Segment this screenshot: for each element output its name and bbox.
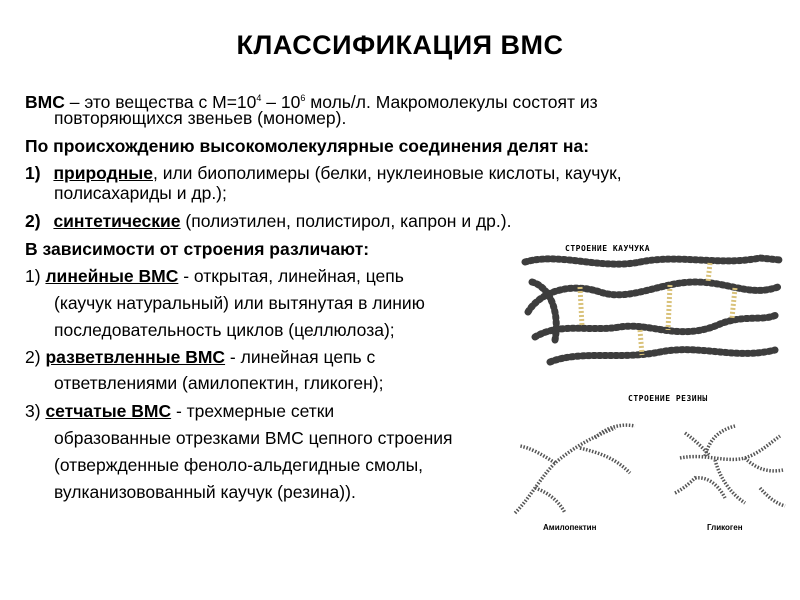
structure-item-1-num: 1)	[25, 266, 46, 286]
structure-item-2-num: 2)	[25, 347, 46, 367]
structure-item-3-line-1: образованные отрезками ВМС цепного строения	[54, 428, 453, 448]
origin-item-1-cont: полисахариды и др.);	[54, 183, 227, 203]
structure-item-2-term: разветвленные ВМС	[45, 347, 226, 367]
intro-term: ВМС	[25, 91, 65, 112]
origin-heading: По происхождению высокомолекулярные соединения делят на:	[25, 136, 590, 156]
intro-sup-1: 4	[256, 93, 262, 103]
structure-item-2-line-1: ответвлениями (амилопектин, гликоген);	[54, 373, 384, 393]
origin-item-2-term: синтетические	[53, 211, 181, 231]
resin-caption: СТРОЕНИЕ РЕЗИНЫ	[628, 394, 708, 403]
origin-item-2-num: 2)	[25, 211, 41, 231]
page-title: КЛАССИФИКАЦИЯ ВМС	[236, 30, 564, 60]
structure-item-1-term: линейные ВМС	[45, 266, 179, 286]
intro-text-a: – это вещества с М=10	[64, 91, 257, 112]
intro-sup-2: 6	[300, 93, 306, 103]
origin-item-1	[25, 163, 622, 183]
structure-item-1-rest: - открытая, линейная, цепь	[178, 266, 404, 286]
origin-item-2	[25, 211, 511, 231]
rubber-links	[580, 263, 735, 355]
structure-item-3-line-3: вулканизовованный каучук (резина)).	[54, 482, 356, 502]
rubber-structure-figure	[520, 252, 785, 374]
intro-text-c: моль/л. Макромолекулы состоят из	[305, 91, 598, 112]
structure-item-1	[25, 266, 404, 286]
structure-heading: В зависимости от строения различают:	[25, 239, 370, 259]
structure-item-3	[25, 401, 334, 421]
amylopectin-drawing	[515, 425, 635, 513]
glycogen-drawing	[675, 426, 785, 506]
intro-text-b: – 10	[261, 91, 301, 112]
structure-item-2-rest: - линейная цепь с	[225, 347, 376, 367]
structure-item-3-term: сетчатые ВМС	[45, 401, 172, 421]
glycogen-caption: Гликоген	[707, 523, 743, 532]
origin-item-2-rest: (полиэтилен, полистирол, капрон и др.).	[180, 211, 512, 231]
intro-line-2: повторяющихся звеньев (мономер).	[54, 108, 347, 128]
structure-item-3-rest: - трехмерные сетки	[171, 401, 335, 421]
structure-item-1-line-2: последовательность циклов (целлюлоза);	[54, 320, 395, 340]
origin-item-1-num: 1)	[25, 163, 41, 183]
structure-item-3-num: 3)	[25, 401, 46, 421]
rubber-caption: СТРОЕНИЕ КАУЧУКА	[565, 244, 651, 253]
branched-polymers-figure	[505, 418, 795, 518]
origin-item-1-rest: , или биополимеры (белки, нуклеиновые кислоты, каучук,	[152, 163, 622, 183]
structure-item-1-line-1: (каучук натуральный) или вытянутая в линию	[54, 293, 425, 313]
origin-item-1-term: природные	[53, 163, 153, 183]
structure-item-3-line-2: (отвержденные феноло-альдегидные смолы,	[54, 455, 424, 475]
structure-item-2	[25, 347, 375, 367]
rubber-chains	[525, 258, 780, 362]
amylopectin-caption: Амилопектин	[543, 523, 597, 532]
